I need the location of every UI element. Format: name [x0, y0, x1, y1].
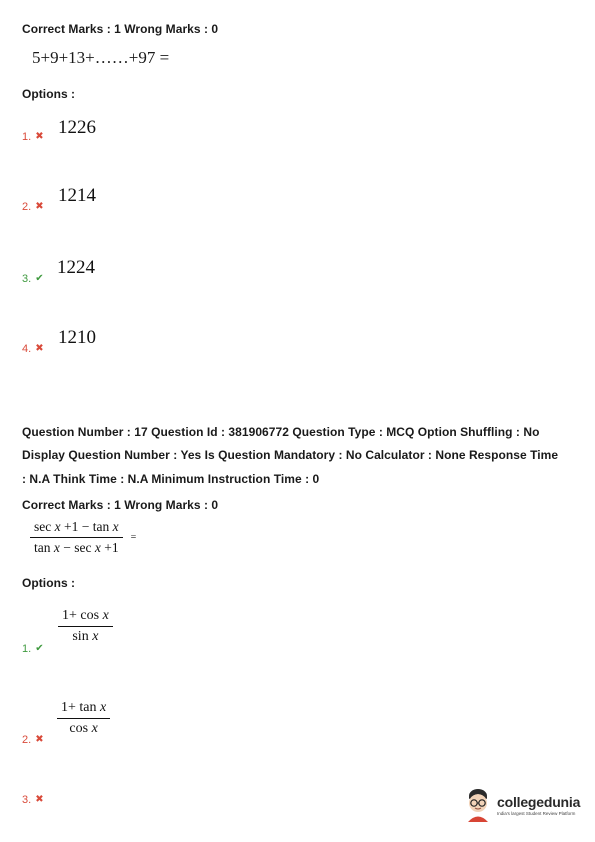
cross-icon: ✖: [35, 734, 44, 745]
mascot-icon: [463, 787, 493, 823]
q17-info-line-2: Display Question Number : Yes Is Question Mandatory : No Calculator : None Response Time: [22, 448, 559, 462]
q16-option-1-value: 1226: [58, 117, 96, 138]
q17-fraction: [30, 519, 123, 556]
option-index: 3.: [22, 794, 32, 806]
option-index: 2.: [22, 201, 32, 213]
cross-icon: ✖: [35, 201, 44, 212]
collegedunia-logo: [463, 787, 580, 823]
q16-marks: Correct Marks : 1 Wrong Marks : 0: [22, 22, 219, 36]
brand-tagline: India's largest Student Review Platform: [497, 811, 576, 816]
q16-option-3[interactable]: [22, 273, 44, 285]
q17-option-3[interactable]: [22, 794, 44, 806]
q17-marks: Correct Marks : 1 Wrong Marks : 0: [22, 498, 219, 512]
brand-name: collegedunia: [497, 794, 581, 810]
option-index: 4.: [22, 343, 32, 355]
q17-options-label: Options :: [22, 576, 76, 590]
q16-option-1[interactable]: [22, 131, 44, 143]
option-index: 2.: [22, 734, 32, 746]
q17-option-2[interactable]: [22, 734, 44, 746]
q16-option-3-value: 1224: [57, 257, 95, 278]
q17-option-1-value: $\frac{\text{1+ cos x}}{\text{sin x}}$: [58, 608, 113, 645]
equals-sign: =: [130, 532, 137, 543]
q17-option-1[interactable]: [22, 643, 44, 655]
q17-info-line-1: Question Number : 17 Question Id : 381906772 Question Type : MCQ Option Shuffling : No: [22, 425, 540, 439]
q17-denominator: tan x − sec x +1: [34, 540, 119, 555]
q16-question: 5+9+13+……+97 =: [32, 48, 170, 67]
q16-options-label: Options :: [22, 87, 76, 101]
cross-icon: ✖: [35, 131, 44, 142]
q17-info-line-3: : N.A Think Time : N.A Minimum Instruction Time : 0: [22, 472, 320, 486]
option-index: 1.: [22, 643, 32, 655]
q17-question: [30, 519, 136, 556]
q16-option-2[interactable]: [22, 201, 44, 213]
check-icon: ✔: [35, 273, 44, 284]
q17-numerator: sec x +1 − tan x: [30, 519, 123, 538]
option-index: 3.: [22, 273, 32, 285]
cross-icon: ✖: [35, 794, 44, 805]
q16-option-4-value: 1210: [58, 327, 96, 348]
q16-option-4[interactable]: [22, 343, 44, 355]
option-index: 1.: [22, 131, 32, 143]
check-icon: ✔: [35, 643, 44, 654]
cross-icon: ✖: [35, 343, 44, 354]
q17-option-2-value: $\frac{\text{1+ tan x}}{\text{cos x}}$: [57, 700, 110, 737]
q16-option-2-value: 1214: [58, 185, 96, 206]
